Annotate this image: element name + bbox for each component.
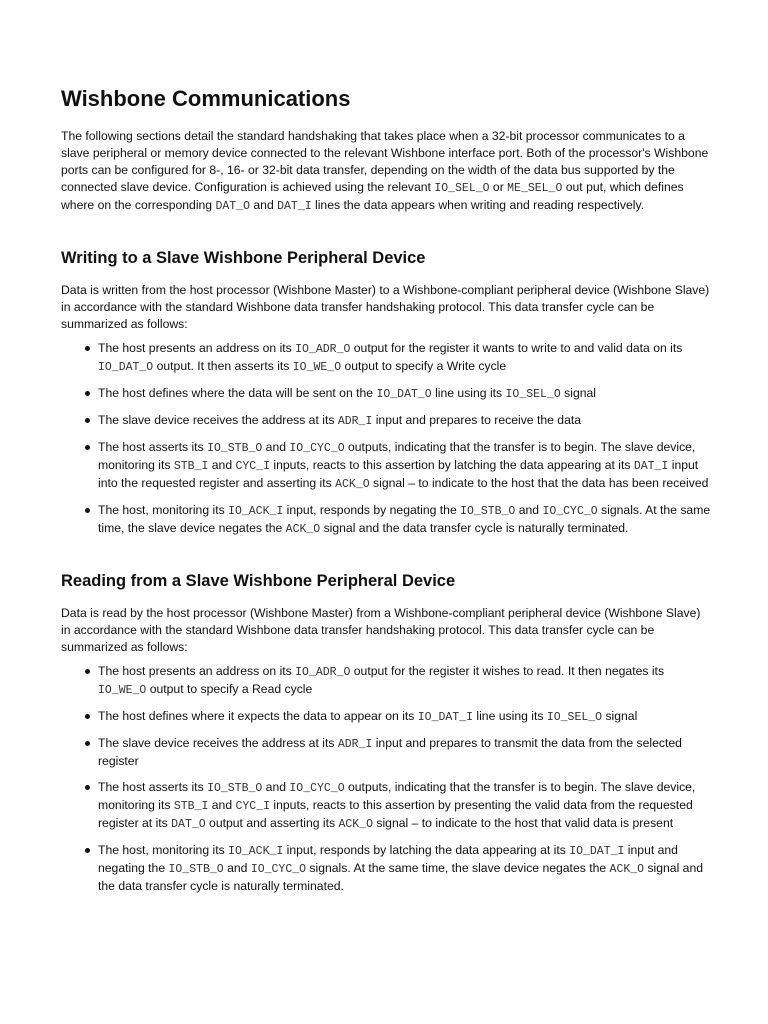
- list-item: The host asserts its IO_STB_O and IO_CYC_O outputs, indicating that the transfer is to begin. The slave device, monitoring its STB_I and CYC_I inputs, reacts to this assertion by latching the data appearing at its DAT_I input into the requested register and asserting its ACK_O signal – to indicate to the host that the data has been received: [61, 439, 711, 493]
- signal-name: CYC_I: [235, 460, 271, 473]
- signal-name: IO_DAT_I: [417, 711, 473, 724]
- signal-name: IO_CYC_O: [542, 505, 598, 518]
- signal-name: IO_STB_O: [168, 863, 224, 876]
- signal-name: IO_SEL_O: [546, 711, 603, 724]
- list-item: The host, monitoring its IO_ACK_I input, responds by negating the IO_STB_O and IO_CYC_O signals. At the same time, the slave device negates the ACK_O signal and the data transfer cycle is naturally terminated.: [61, 502, 711, 538]
- signal-name: DAT_O: [215, 200, 250, 213]
- list-item: The host defines where it expects the data to appear on its IO_DAT_I line using its IO_SEL_O signal: [61, 708, 711, 726]
- section-paragraph-reading: Data is read by the host processor (Wishbone Master) from a Wishbone-compliant peripheral device (Wishbone Slave) in accordance with the standard Wishbone data transfer handshaking protocol. This data transfer cycle can be summarized as follows:: [61, 606, 701, 654]
- signal-name: ADR_I: [337, 415, 373, 428]
- list-item: The slave device receives the address at its ADR_I input and prepares to transmit the data from the selected register: [61, 735, 711, 770]
- signal-name: IO_DAT_I: [569, 845, 625, 858]
- signal-name: IO_ADR_O: [295, 343, 351, 356]
- list-item: The host presents an address on its IO_ADR_O output for the register it wishes to read. It then negates its IO_WE_O output to specify a Read cycle: [61, 663, 711, 699]
- signal-name: IO_ACK_I: [228, 505, 284, 518]
- signal-name: IO_STB_O: [207, 442, 263, 455]
- signal-name: DAT_O: [171, 818, 206, 831]
- bullet-list-reading: [61, 663, 711, 904]
- signal-name: IO_ADR_O: [295, 666, 351, 679]
- signal-name: CYC_I: [235, 800, 271, 813]
- signal-name: ADR_I: [337, 738, 373, 751]
- signal-name: DAT_I: [633, 460, 669, 473]
- section-heading-reading: Reading from a Slave Wishbone Peripheral Device: [61, 572, 456, 590]
- signal-name: DAT_I: [277, 200, 312, 213]
- intro-paragraph: The following sections detail the standard handshaking that takes place when a 32-bit processor communicates to a slave peripheral or memory device connected to the relevant Wishbone interface port. Both of the processor's Wishbone ports can be configured for 8-, 16- or 32-bit data transfer, depending on the width of the data bus supported by the connected slave device. Configuration is achieved using the relevant IO_SEL_O or ME_SEL_O out put, which defines where on the corresponding DAT_O and DAT_I lines the data appears when writing and reading respectively.: [61, 129, 709, 213]
- signal-name: ACK_O: [335, 478, 370, 491]
- signal-name: IO_CYC_O: [289, 442, 345, 455]
- signal-name: STB_I: [173, 460, 209, 473]
- signal-name: IO_SEL_O: [505, 388, 561, 401]
- signal-name: IO_SEL_O: [434, 182, 490, 195]
- signal-name: STB_I: [173, 800, 209, 813]
- signal-name: ME_SEL_O: [507, 182, 563, 195]
- signal-name: IO_DAT_O: [98, 361, 154, 374]
- list-item: The host asserts its IO_STB_O and IO_CYC_O outputs, indicating that the transfer is to begin. The slave device, monitoring its STB_I and CYC_I inputs, reacts to this assertion by presenting the valid data from the requested register at its DAT_O output and asserting its ACK_O signal – to indicate to the host that valid data is present: [61, 779, 711, 833]
- signal-name: IO_STB_O: [460, 505, 516, 518]
- section-paragraph-writing: Data is written from the host processor (Wishbone Master) to a Wishbone-compliant peripheral device (Wishbone Slave) in accordance with the standard Wishbone data transfer handshaking protocol. This data transfer cycle can be summarized as follows:: [61, 283, 710, 331]
- signal-name: ACK_O: [285, 523, 321, 536]
- signal-name: ACK_O: [609, 863, 645, 876]
- signal-name: IO_DAT_O: [376, 388, 432, 401]
- signal-name: IO_WE_O: [98, 684, 147, 697]
- signal-name: IO_ACK_I: [228, 845, 284, 858]
- list-item: The host defines where the data will be sent on the IO_DAT_O line using its IO_SEL_O signal: [61, 385, 711, 403]
- signal-name: IO_WE_O: [292, 361, 342, 374]
- signal-name: ACK_O: [338, 818, 373, 831]
- list-item: The host, monitoring its IO_ACK_I input, responds by latching the data appearing at its IO_DAT_I input and negating the IO_STB_O and IO_CYC_O signals. At the same time, the slave device negates the ACK_O signal and the data transfer cycle is naturally terminated.: [61, 842, 711, 895]
- page-title: Wishbone Communications: [61, 86, 351, 111]
- signal-name: IO_CYC_O: [250, 863, 307, 876]
- section-heading-writing: Writing to a Slave Wishbone Peripheral Device: [61, 249, 426, 267]
- bullet-list-writing: [61, 340, 711, 547]
- list-item: The host presents an address on its IO_ADR_O output for the register it wants to write to and valid data on its IO_DAT_O output. It then asserts its IO_WE_O output to specify a Write cycle: [61, 340, 711, 376]
- signal-name: IO_STB_O: [207, 782, 263, 795]
- signal-name: IO_CYC_O: [289, 782, 345, 795]
- list-item: The slave device receives the address at its ADR_I input and prepares to receive the data: [61, 412, 711, 430]
